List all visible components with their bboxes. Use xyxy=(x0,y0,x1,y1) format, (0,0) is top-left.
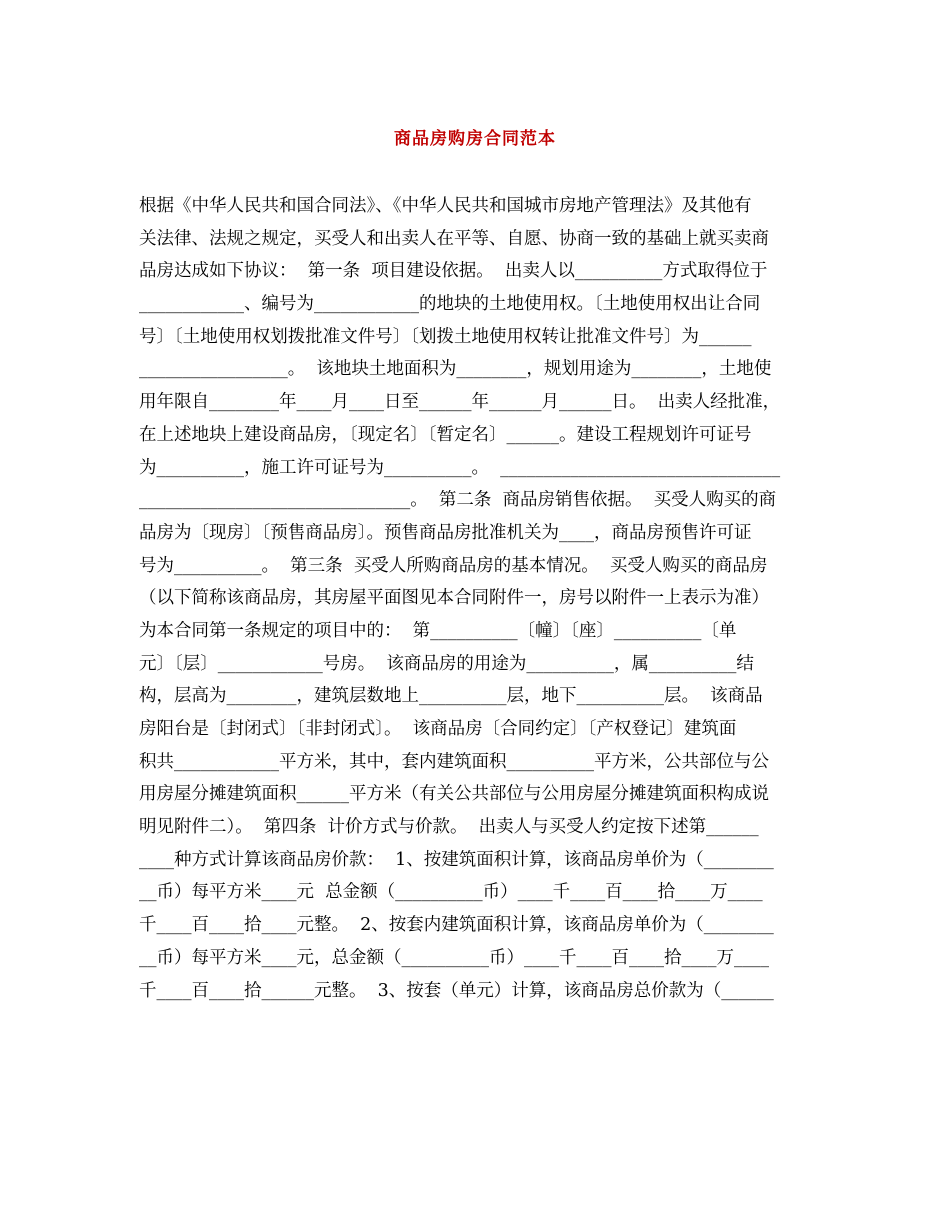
text-line: 千____百____拾____元整。 2、按套内建筑面积计算，该商品房单价为（________ xyxy=(139,915,774,936)
text-line: 品房达成如下协议： 第一条 项目建设依据。 出卖人以__________方式取得位于 xyxy=(139,261,768,282)
text-line: 用年限自________年____月____日至______年______月______日。 出卖人经批准， xyxy=(139,392,781,413)
text-line: （以下简称该商品房，其房屋平面图见本合同附件一，房号以附件一上表示为准） xyxy=(139,588,769,609)
text-line: 在上述地块上建设商品房，〔现定名〕〔暂定名〕______。建设工程规划许可证号 xyxy=(139,424,752,445)
text-line: 为__________，施工许可证号为__________。 ________________________________ xyxy=(139,457,781,478)
contract-body xyxy=(139,190,839,1007)
text-line: 号〕〔土地使用权划拨批准文件号〕〔划拨土地使用权转让批准文件号〕为______ xyxy=(139,326,752,347)
text-line: 元〕〔层〕____________号房。 该商品房的用途为__________，属__________结 xyxy=(139,653,754,674)
text-line: _________________。 该地块土地面积为________，规划用途为________，土地使 xyxy=(139,359,772,380)
text-line: 号为__________。 第三条 买受人所购商品房的基本情况。 买受人购买的商品房 xyxy=(139,555,768,576)
text-line: __币）每平方米____元，总金额（__________币）____千____百____拾____万____ xyxy=(139,947,769,968)
text-line: 明见附件二）。 第四条 计价方式与价款。 出卖人与买受人约定按下述第______ xyxy=(139,817,759,838)
document-title: 商品房购房合同范本 xyxy=(394,129,556,149)
text-line: 积共____________平方米，其中，套内建筑面积__________平方米，公共部位与公 xyxy=(139,751,769,772)
text-line: 房阳台是〔封闭式〕〔非封闭式〕。 该商品房〔合同约定〕〔产权登记〕建筑面 xyxy=(139,719,737,739)
text-line: 千____百____拾______元整。 3、按套（单元）计算，该商品房总价款为（______ xyxy=(139,980,774,1001)
text-line: 构，层高为________，建筑层数地上__________层，地下__________层。 该商品 xyxy=(139,686,763,707)
text-line: 根据《中华人民共和国合同法》、《中华人民共和国城市房地产管理法》及其他有 xyxy=(139,196,752,216)
text-line: ____种方式计算该商品房价款： 1、按建筑面积计算，该商品房单价为（________ xyxy=(139,849,774,870)
text-line: 品房为〔现房〕〔预售商品房〕。预售商品房批准机关为____，商品房预售许可证 xyxy=(139,522,752,543)
text-line: ____________、编号为____________的地块的土地使用权。〔土地使用权出让合同 xyxy=(139,294,761,315)
text-line: 用房屋分摊建筑面积______平方米（有关公共部位与公用房屋分摊建筑面积构成说 xyxy=(139,784,769,805)
text-line: 关法律、法规之规定，买受人和出卖人在平等、自愿、协商一致的基础上就买卖商 xyxy=(139,228,769,249)
text-line: 为本合同第一条规定的项目中的： 第__________〔幢〕〔座〕__________〔单 xyxy=(139,620,737,641)
text-line: __币）每平方米____元 总金额（__________币）____千____百____拾____万____ xyxy=(139,882,763,903)
text-line: _______________________________。 第二条 商品房销售依据。 买受人购买的商 xyxy=(139,490,777,511)
